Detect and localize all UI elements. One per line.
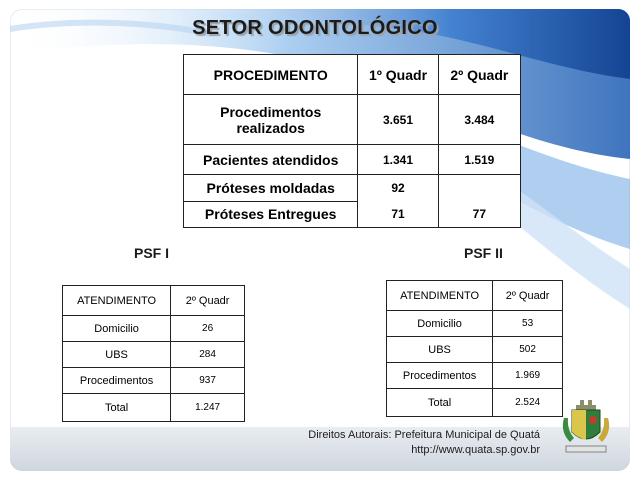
copyright-text: Direitos Autorais: Prefeitura Municipal de Quatá	[308, 429, 540, 441]
table-header-row	[63, 286, 245, 316]
row-value: 502	[493, 337, 563, 363]
row-label: UBS	[63, 342, 171, 368]
row-q2-merged	[438, 175, 520, 228]
psf2-title: PSF II	[464, 245, 503, 261]
row-q1-merged	[358, 175, 438, 228]
footer-credits	[308, 428, 540, 458]
row-q1: 1.341	[358, 145, 438, 175]
header-procedimento: PROCEDIMENTO	[184, 55, 358, 95]
main-table	[183, 54, 521, 228]
row-label: Domicilio	[63, 316, 171, 342]
row-label: Próteses Entregues	[184, 201, 358, 228]
table-row	[184, 145, 521, 175]
row-q1: 71	[391, 207, 405, 221]
page-title: SETOR ODONTOLÓGICO	[192, 17, 438, 39]
table-row	[387, 337, 563, 363]
row-q2: 77	[472, 207, 487, 221]
row-value: 937	[171, 368, 245, 394]
row-value: 1.247	[171, 394, 245, 422]
row-q2: 1.519	[438, 145, 520, 175]
table-row	[387, 363, 563, 389]
table-row	[184, 95, 521, 145]
header-q2: 2º Quadr	[493, 281, 563, 311]
header-q1: 1º Quadr	[358, 55, 438, 95]
header-q2: 2º Quadr	[171, 286, 245, 316]
row-value: 26	[171, 316, 245, 342]
row-value: 53	[493, 311, 563, 337]
table-header-row	[387, 281, 563, 311]
row-value: 284	[171, 342, 245, 368]
table-row	[63, 342, 245, 368]
row-q2: 3.484	[438, 95, 520, 145]
table-row	[387, 389, 563, 417]
row-label: UBS	[387, 337, 493, 363]
row-label: Próteses moldadas	[184, 175, 358, 202]
row-label: Procedimentos	[387, 363, 493, 389]
header-q2: 2º Quadr	[438, 55, 520, 95]
row-label: Procedimentos realizados	[184, 95, 358, 145]
header-atendimento: ATENDIMENTO	[63, 286, 171, 316]
row-label: Total	[387, 389, 493, 417]
psf1-table	[62, 285, 245, 422]
psf2-table	[386, 280, 563, 417]
table-row	[387, 311, 563, 337]
table-row	[63, 368, 245, 394]
row-label: Total	[63, 394, 171, 422]
table-header-row	[184, 55, 521, 95]
row-q1: 3.651	[358, 95, 438, 145]
header-atendimento: ATENDIMENTO	[387, 281, 493, 311]
municipal-coat-of-arms-icon	[558, 398, 614, 458]
website-link[interactable]: http://www.quata.sp.gov.br	[411, 444, 540, 456]
row-value: 2.524	[493, 389, 563, 417]
table-row	[63, 394, 245, 422]
row-label: Procedimentos	[63, 368, 171, 394]
table-row	[184, 175, 521, 202]
psf1-title: PSF I	[134, 245, 170, 261]
row-value: 1.969	[493, 363, 563, 389]
table-row	[63, 316, 245, 342]
row-q1: 92	[391, 181, 405, 195]
row-label: Domicilio	[387, 311, 493, 337]
row-label: Pacientes atendidos	[184, 145, 358, 175]
